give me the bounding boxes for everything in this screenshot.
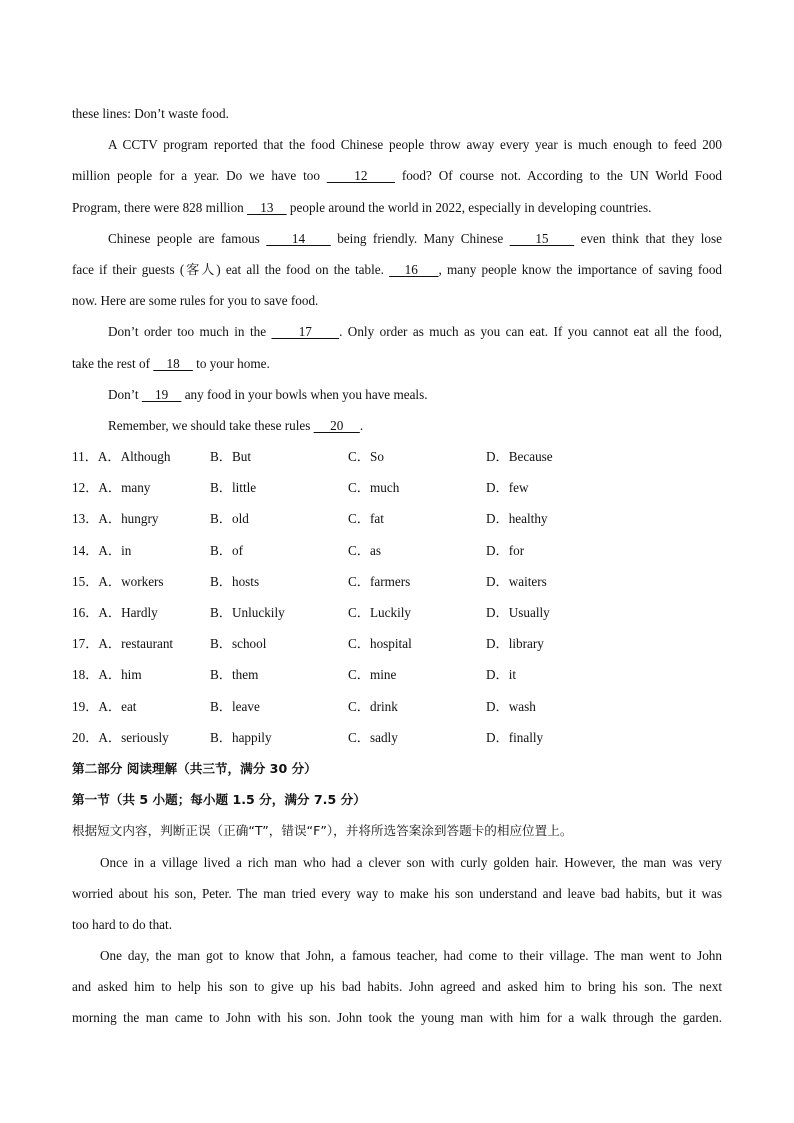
option-text: A．eat [98,698,137,714]
question-row [72,503,722,534]
question-number: 19． [72,698,99,714]
blank-17: 17 [271,324,340,340]
option-a[interactable] [72,722,210,753]
question-number: 20． [72,729,99,745]
option-c[interactable]: C．Luckily [348,605,412,620]
part-title: 第二部分 阅读理解（共三节，满分 30 分） [72,760,317,776]
option-a[interactable] [72,535,210,566]
question-row [72,597,722,628]
question-row [72,472,722,503]
question-row [72,659,722,690]
option-b[interactable]: B．of [210,542,243,558]
text-segment: . [359,417,364,433]
option-a[interactable] [72,566,210,597]
passage-line [72,192,722,223]
question-number: 12． [72,480,99,496]
question-row [72,441,722,472]
question-row [72,722,722,753]
option-text: A．him [98,667,142,683]
question-number: 14． [72,542,99,558]
option-b[interactable]: B．little [210,480,257,496]
question-row [72,535,722,566]
text-segment: million people for a year. Do we have too [72,168,327,184]
document-page [72,98,722,1034]
option-d[interactable]: D．wash [486,698,536,714]
question-number: 11． [72,449,98,465]
passage-line: and asked him to help his son to give up his bad habits. John agreed and asked him to bring his son. The next [72,979,722,995]
passage-line: now. Here are some rules for you to save food. [72,293,319,309]
text-segment: Chinese people are famous [108,230,267,246]
question-number: 15． [72,573,99,589]
question-number: 18． [72,667,99,683]
section-title: 第一节（共 5 小题；每小题 1.5 分，满分 7.5 分） [72,792,366,808]
option-c[interactable]: C．much [348,480,400,496]
passage-line: A CCTV program reported that the food Chinese people throw away every year is much enough to feed 200 [108,137,722,153]
blank-14: 14 [266,230,331,246]
option-d[interactable]: D．Because [486,449,553,465]
option-text: A．Although [97,449,171,465]
option-c[interactable]: C．So [348,449,384,465]
passage-line: One day, the man got to know that John, a famous teacher, had come to their village. The man went to John [100,948,722,964]
option-text: A．workers [98,573,164,589]
option-text: A．seriously [98,729,169,745]
passage-line: too hard to do that. [72,916,172,932]
option-c[interactable]: C．hospital [348,636,412,652]
option-b[interactable]: B．old [210,511,249,527]
passage-line: Once in a village lived a rich man who had a clever son with curly golden hair. However, the man was very [100,854,722,870]
question-number: 16． [72,605,99,620]
text-segment: being friendly. Many Chinese [330,230,510,246]
option-b[interactable]: B．leave [210,698,260,714]
option-d[interactable]: D．few [486,480,529,496]
option-d[interactable]: D．healthy [486,511,548,527]
text-segment: . Only order as much as you can eat. If you cannot eat all the food, [339,324,722,340]
instruction-text: 根据短文内容，判断正误（正确“T”，错误“F”），并将所选答案涂到答题卡的相应位置上。 [72,823,573,839]
text-segment: face if their guests (客人) eat all the food on the table. [72,261,390,277]
passage-line [72,254,722,285]
blank-20: 20 [313,417,360,433]
question-row [72,566,722,597]
option-a[interactable] [72,503,210,534]
blank-18: 18 [153,355,193,371]
option-c[interactable]: C．fat [348,511,384,527]
text-segment: even think that they lose [574,230,723,246]
option-c[interactable]: C．drink [348,698,398,714]
option-d[interactable]: D．it [486,667,517,683]
text-segment: take the rest of [72,355,154,371]
option-c[interactable]: C．as [348,542,381,558]
blank-15: 15 [509,230,575,246]
text-segment: Don’t [108,386,142,402]
option-b[interactable]: B．Unluckily [210,605,285,620]
option-text: A．restaurant [98,636,174,652]
text-segment: people around the world in 2022, especially in developing countries. [286,199,652,215]
passage-line [72,160,722,191]
option-b[interactable]: B．school [210,636,267,652]
blank-19: 19 [141,386,182,402]
option-a[interactable] [72,628,210,659]
passage-line [72,379,722,410]
passage-line [72,410,722,441]
text-segment: Remember, we should take these rules [108,417,314,433]
text-segment: , many people know the importance of saving food [438,261,723,277]
option-text: A．hungry [98,511,159,527]
option-d[interactable]: D．waiters [486,573,547,589]
question-row [72,691,722,722]
passage-line: worried about his son, Peter. The man tried every way to make his son understand and leave bad habits, but it was [72,885,722,901]
option-text: A．Hardly [98,605,158,620]
option-a[interactable] [72,441,210,472]
text-segment: to your home. [192,355,270,371]
question-number: 13． [72,511,99,527]
text-segment: any food in your bowls when you have meals. [181,386,428,402]
question-row [72,628,722,659]
option-d[interactable]: D．for [486,542,525,558]
question-number: 17． [72,636,99,652]
text-segment: Don’t order too much in the [108,324,272,340]
option-text: A．in [98,542,132,558]
option-a[interactable] [72,659,210,690]
passage-line [72,316,722,347]
option-c[interactable]: C．sadly [348,729,398,745]
blank-13: 13 [247,199,287,215]
option-a[interactable] [72,472,210,503]
option-b[interactable]: B．But [210,449,252,465]
text-segment: Program, there were 828 million [72,199,248,215]
question-list [72,441,722,753]
passage-line [72,223,722,254]
option-c[interactable]: C．mine [348,667,397,683]
option-d[interactable]: D．finally [486,729,544,745]
blank-16: 16 [389,261,439,277]
option-a[interactable] [72,691,210,722]
option-text: A．many [98,480,151,496]
option-a[interactable] [72,597,210,628]
passage-line [72,348,722,379]
option-b[interactable]: B．them [210,667,259,683]
passage-line: these lines: Don’t waste food. [72,106,229,121]
option-b[interactable]: B．happily [210,729,272,745]
option-d[interactable]: D．library [486,636,544,652]
blank-12: 12 [326,168,395,184]
option-c[interactable]: C．farmers [348,573,411,589]
passage-line: morning the man came to John with his son. John took the young man with him for a walk through the garden. [72,1010,722,1026]
text-segment: food? Of course not. According to the UN World Food [394,168,723,184]
option-b[interactable]: B．hosts [210,573,260,589]
option-d[interactable]: D．Usually [486,605,550,620]
